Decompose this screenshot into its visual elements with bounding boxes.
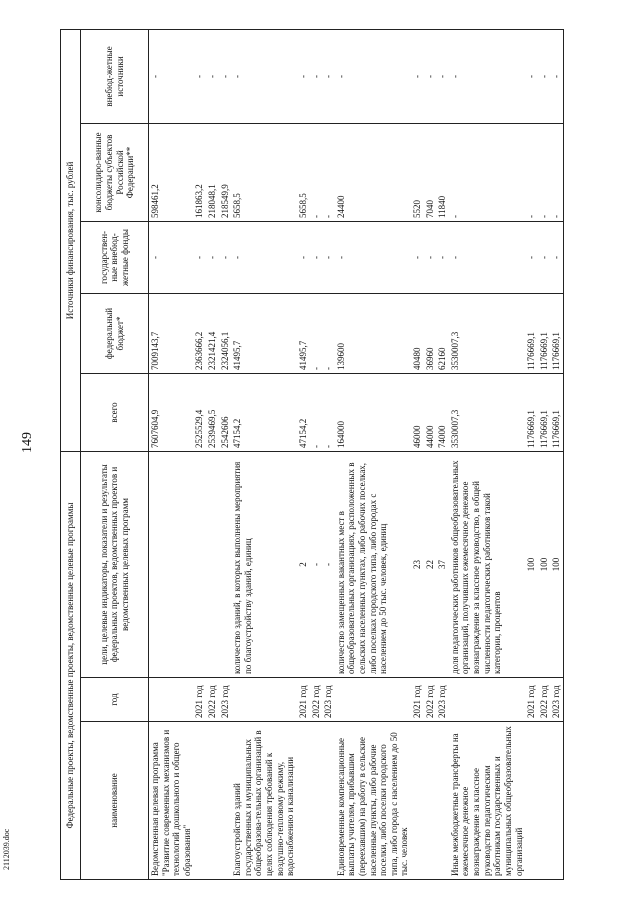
table-row: [449, 29, 525, 879]
cell-name: [297, 722, 310, 880]
document-filename: 2112039.doc: [2, 828, 11, 870]
cell-goal: количество замещенных вакантных мест в общеобразовательных организациях, расположенных в сельских населенных пунктах, либо рабочих поселках, либо поселках городского типа, либо городах с населением до 50 тыс. человек, единиц: [335, 451, 411, 677]
cell-regional: 24400: [335, 123, 411, 221]
cell-federal: 40480: [411, 293, 424, 373]
cell-federal: 2363666,2: [193, 293, 206, 373]
header-group-financing: Источники финансирования, тыс. рублей: [61, 29, 81, 451]
cell-offbudget-sources: -: [525, 29, 538, 123]
cell-offbudget-sources: -: [322, 29, 335, 123]
cell-offbudget-funds: -: [424, 221, 437, 293]
table-row: [297, 29, 310, 879]
cell-federal: 36960: [424, 293, 437, 373]
cell-offbudget-funds: -: [149, 221, 194, 293]
cell-regional: 598461,2: [149, 123, 194, 221]
cell-total: 7607604,9: [149, 373, 194, 451]
program-table: [60, 29, 564, 880]
cell-name: [193, 722, 206, 880]
header-federal: федеральный бюджет*: [81, 293, 149, 373]
cell-federal: 3530007,3: [449, 293, 525, 373]
header-offbudget-funds: государствен-ные внебюд-жетные фонды: [81, 221, 149, 293]
cell-regional: -: [538, 123, 551, 221]
cell-name: [310, 722, 323, 880]
cell-regional: 5520: [411, 123, 424, 221]
cell-total: 2525529,4: [193, 373, 206, 451]
cell-offbudget-funds: -: [411, 221, 424, 293]
cell-total: 47154,2: [231, 373, 297, 451]
header-offbudget-sources: внебюд-жетные источники: [81, 29, 149, 123]
table-row: [231, 29, 297, 879]
cell-federal: 2321421,4: [206, 293, 219, 373]
cell-total: 2539469,5: [206, 373, 219, 451]
cell-goal: 100: [538, 451, 551, 677]
cell-year: 2023 год: [322, 678, 335, 722]
cell-goal: 2: [297, 451, 310, 677]
cell-year: 2021 год: [193, 678, 206, 722]
cell-goal: 22: [424, 451, 437, 677]
cell-federal: 41495,7: [231, 293, 297, 373]
cell-offbudget-funds: -: [297, 221, 310, 293]
cell-name: [550, 722, 563, 880]
cell-name: [322, 722, 335, 880]
cell-offbudget-sources: -: [335, 29, 411, 123]
table-row: [149, 29, 194, 879]
cell-offbudget-sources: -: [297, 29, 310, 123]
cell-year: 2022 год: [310, 678, 323, 722]
cell-regional: -: [449, 123, 525, 221]
cell-year: 2021 год: [411, 678, 424, 722]
cell-total: 1176669,1: [550, 373, 563, 451]
cell-offbudget-funds: -: [436, 221, 449, 293]
cell-regional: 5658,5: [297, 123, 310, 221]
cell-regional: 7040: [424, 123, 437, 221]
cell-regional: -: [525, 123, 538, 221]
cell-name: [411, 722, 424, 880]
cell-offbudget-funds: -: [335, 221, 411, 293]
cell-year: 2021 год: [297, 678, 310, 722]
cell-total: 164000: [335, 373, 411, 451]
cell-offbudget-funds: -: [219, 221, 232, 293]
cell-offbudget-sources: -: [219, 29, 232, 123]
cell-federal: -: [322, 293, 335, 373]
cell-offbudget-funds: -: [193, 221, 206, 293]
cell-year: 2022 год: [538, 678, 551, 722]
cell-offbudget-funds: -: [538, 221, 551, 293]
cell-name: [538, 722, 551, 880]
cell-goal: 23: [411, 451, 424, 677]
cell-offbudget-sources: -: [449, 29, 525, 123]
cell-name: [206, 722, 219, 880]
cell-federal: 1176669,1: [550, 293, 563, 373]
cell-goal: 37: [436, 451, 449, 677]
table-row: [525, 29, 538, 879]
cell-offbudget-funds: -: [322, 221, 335, 293]
cell-total: 2542606: [219, 373, 232, 451]
header-name: наименование: [81, 722, 149, 880]
cell-federal: 41495,7: [297, 293, 310, 373]
table-row: [550, 29, 563, 879]
cell-total: 3530007,3: [449, 373, 525, 451]
cell-year: 2022 год: [424, 678, 437, 722]
header-year: год: [81, 678, 149, 722]
table-row: [322, 29, 335, 879]
cell-offbudget-sources: -: [550, 29, 563, 123]
cell-year: 2023 год: [550, 678, 563, 722]
cell-name: Благоустройство зданий государственных и муниципальных общеобразова-тельных организаций в целях соблюдения требований к воздушно-тепловому режиму, водоснабжению и канализации: [231, 722, 297, 880]
cell-regional: 11840: [436, 123, 449, 221]
cell-offbudget-funds: -: [449, 221, 525, 293]
cell-goal: [149, 451, 194, 677]
cell-federal: -: [310, 293, 323, 373]
cell-regional: 218549,9: [219, 123, 232, 221]
cell-goal: доля педагогических работников общеобразовательных организаций, получивших ежемесячное денежное вознаграждение за классное руководство, в общей численности педагогических работников такой категории, процентов: [449, 451, 525, 677]
cell-year: [335, 678, 411, 722]
cell-offbudget-sources: -: [206, 29, 219, 123]
cell-year: [449, 678, 525, 722]
cell-goal: -: [310, 451, 323, 677]
cell-offbudget-sources: -: [411, 29, 424, 123]
cell-offbudget-sources: -: [231, 29, 297, 123]
cell-year: 2023 год: [219, 678, 232, 722]
table-row: [206, 29, 219, 879]
table-row: [411, 29, 424, 879]
cell-regional: 161863,2: [193, 123, 206, 221]
cell-offbudget-sources: -: [193, 29, 206, 123]
cell-name: Ведомственная целевая программа "Развитие современных механизмов и технологий дошкольного и общего образования": [149, 722, 194, 880]
cell-federal: 2324056,1: [219, 293, 232, 373]
cell-total: 74000: [436, 373, 449, 451]
cell-name: [219, 722, 232, 880]
cell-year: [149, 678, 194, 722]
cell-goal: [206, 451, 219, 677]
cell-name: [436, 722, 449, 880]
cell-total: 46000: [411, 373, 424, 451]
cell-offbudget-sources: -: [149, 29, 194, 123]
cell-offbudget-sources: -: [436, 29, 449, 123]
cell-offbudget-funds: -: [206, 221, 219, 293]
header-goals: цели, целевые индикаторы, показатели и результаты федеральных проектов, ведомственных проектов и ведомственных целевых программ: [81, 451, 149, 677]
cell-year: 2023 год: [436, 678, 449, 722]
cell-goal: -: [322, 451, 335, 677]
table-row: [436, 29, 449, 879]
cell-federal: 1176669,1: [538, 293, 551, 373]
cell-goal: 100: [525, 451, 538, 677]
cell-total: 1176669,1: [525, 373, 538, 451]
cell-federal: 7009143,7: [149, 293, 194, 373]
cell-federal: 139600: [335, 293, 411, 373]
table-row: [538, 29, 551, 879]
cell-goal: 100: [550, 451, 563, 677]
cell-goal: [193, 451, 206, 677]
cell-federal: 1176669,1: [525, 293, 538, 373]
cell-name: Единовременные компенсационные выплаты учителям, прибывшим (переехавшим) на работу в сельские населенные пункты, либо рабочие поселки, либо поселки городского типа, либо города с населением до 50 тыс. человек: [335, 722, 411, 880]
cell-year: 2021 год: [525, 678, 538, 722]
table-row: [310, 29, 323, 879]
rotated-table-wrapper: [60, 30, 615, 880]
header-total: всего: [81, 373, 149, 451]
table-row: [219, 29, 232, 879]
table-row: [193, 29, 206, 879]
cell-year: [231, 678, 297, 722]
header-regional: консолидиро-ванные бюджеты субъектов Российской Федерации**: [81, 123, 149, 221]
cell-regional: -: [310, 123, 323, 221]
cell-name: [424, 722, 437, 880]
cell-federal: 62160: [436, 293, 449, 373]
cell-offbudget-funds: -: [550, 221, 563, 293]
cell-regional: 5658,5: [231, 123, 297, 221]
table-row: [335, 29, 411, 879]
cell-offbudget-funds: -: [231, 221, 297, 293]
cell-regional: -: [322, 123, 335, 221]
cell-total: 47154,2: [297, 373, 310, 451]
cell-total: -: [310, 373, 323, 451]
cell-offbudget-funds: -: [525, 221, 538, 293]
cell-regional: -: [550, 123, 563, 221]
cell-offbudget-sources: -: [424, 29, 437, 123]
cell-regional: 218048,1: [206, 123, 219, 221]
cell-name: Иные межбюджетные трансферты на ежемесячное денежное вознаграждение за классное руководство педагогическим работникам государственных и муниципальных общеобразовательных организаций: [449, 722, 525, 880]
cell-offbudget-sources: -: [538, 29, 551, 123]
cell-goal: [219, 451, 232, 677]
cell-total: -: [322, 373, 335, 451]
cell-offbudget-funds: -: [310, 221, 323, 293]
header-group-projects: Федеральные проекты, ведомственные проекты, ведомственные целевые программы: [61, 451, 81, 879]
page-number: 149: [20, 432, 35, 453]
cell-offbudget-sources: -: [310, 29, 323, 123]
table-row: [424, 29, 437, 879]
cell-name: [525, 722, 538, 880]
cell-goal: количество зданий, в которых выполнены мероприятия по благоустройству зданий, единиц: [231, 451, 297, 677]
cell-total: 1176669,1: [538, 373, 551, 451]
cell-total: 44000: [424, 373, 437, 451]
cell-year: 2022 год: [206, 678, 219, 722]
